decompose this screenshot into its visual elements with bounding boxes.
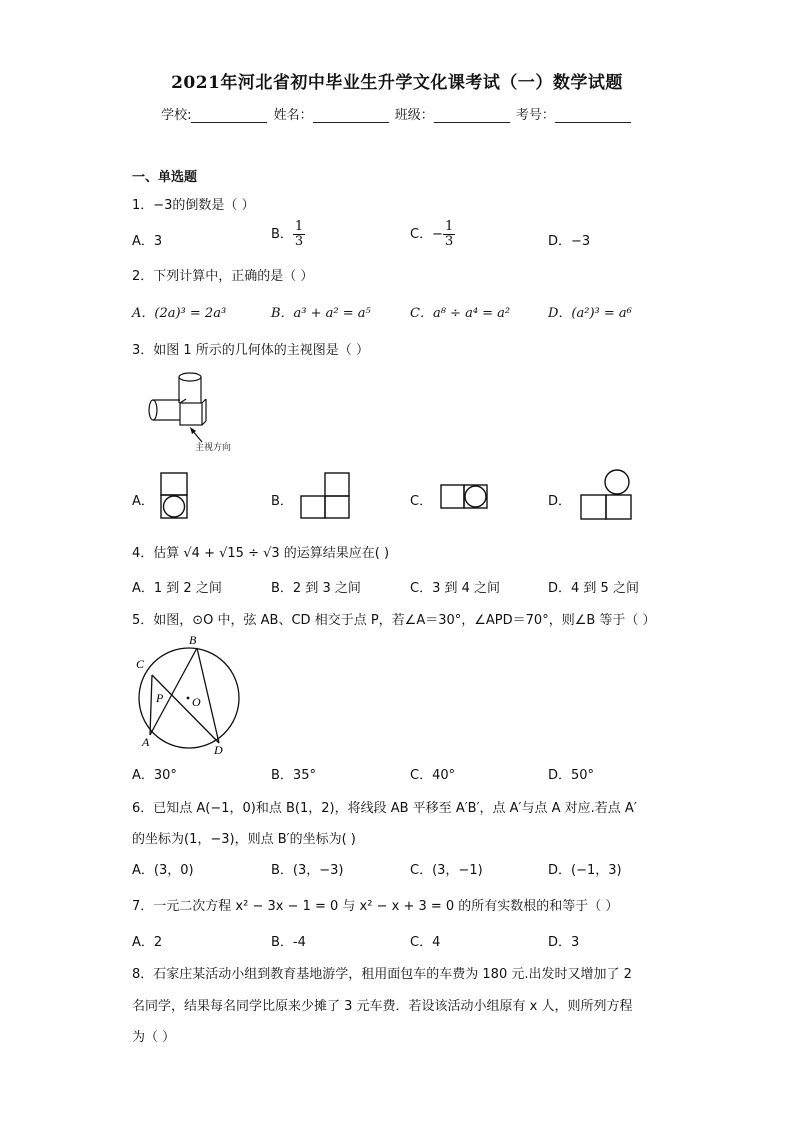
q1-option-b[interactable] — [271, 220, 305, 249]
fraction-numerator: 1 — [294, 219, 304, 234]
fraction-denominator: 3 — [294, 234, 304, 249]
label-d: D — [214, 743, 223, 757]
class-blank[interactable] — [434, 110, 510, 123]
q2-option-c[interactable]: C．a⁸ ÷ a⁴ = a² — [410, 306, 511, 321]
q4-option-a[interactable]: A．1 到 2 之间 — [132, 581, 222, 596]
q4-option-c[interactable]: C．3 到 4 之间 — [410, 581, 501, 596]
q3-option-b[interactable]: B． — [271, 494, 293, 509]
school-blank[interactable] — [191, 110, 267, 123]
label-b: B — [189, 633, 197, 647]
exam-number-blank[interactable] — [555, 110, 631, 123]
exam-title: 2021年河北省初中毕业生升学文化课考试（一）数学试题 — [171, 73, 623, 93]
q7-option-b[interactable]: B．-4 — [271, 935, 306, 950]
q3-view-direction-label: 主视方向 — [195, 443, 232, 453]
q6-option-d[interactable]: D．(−1，3) — [548, 863, 622, 878]
q3-option-d-figure — [580, 468, 632, 522]
q7-option-a[interactable]: A．2 — [132, 935, 163, 950]
class-label: 班级： — [394, 108, 434, 123]
q1-option-a[interactable]: A．3 — [132, 234, 163, 249]
label-c: C — [136, 657, 145, 671]
q6-option-a[interactable]: A．(3，0) — [132, 863, 194, 878]
q3-option-b-figure — [300, 472, 352, 520]
q6-option-b[interactable]: B．(3，−3) — [271, 863, 344, 878]
q3-option-a[interactable]: A． — [132, 494, 154, 509]
q8-stem-line2: 名同学，结果每名同学比原来少摊了 3 元车费．若设该活动小组原有 x 人，则所列方程 — [132, 999, 633, 1014]
q7-stem: 7．一元二次方程 x² − 3x − 1 = 0 与 x² − x + 3 = 0 的所有实数根的和等于（ ） — [132, 899, 619, 914]
exam-number-label: 考号： — [515, 108, 555, 123]
q5-stem: 5．如图，⊙O 中，弦 AB、CD 相交于点 P，若∠A＝30°，∠APD＝70°，则∠B 等于（ ） — [132, 613, 656, 628]
q4-option-b[interactable]: B．2 到 3 之间 — [271, 581, 361, 596]
q4-stem: 4．估算 √4 + √15 ÷ √3 的运算结果应在( ) — [132, 546, 390, 561]
q8-stem-line1: 8．石家庄某活动小组到教育基地游学，租用面包车的车费为 180 元.出发时又增加了 2 — [132, 967, 632, 982]
q6-stem-line1: 6．已知点 A(−1，0)和点 B(1，2)，将线段 AB 平移至 A′B′，点 A′与点 A 对应.若点 A′ — [132, 801, 637, 816]
q3-option-d[interactable]: D． — [548, 494, 572, 509]
q3-option-c-figure — [440, 484, 490, 510]
q5-circle-figure — [130, 632, 250, 756]
q1-option-c-label: C．− — [410, 227, 443, 242]
name-blank[interactable] — [313, 110, 389, 123]
q8-stem-line3: 为（ ） — [132, 1030, 176, 1045]
q5-option-d[interactable]: D．50° — [548, 768, 595, 783]
student-info-line — [0, 104, 794, 123]
q3-option-c[interactable]: C． — [410, 494, 433, 509]
q1-option-b-label: B． — [271, 227, 293, 242]
q5-option-a[interactable]: A．30° — [132, 768, 177, 783]
q5-option-c[interactable]: C．40° — [410, 768, 456, 783]
q7-option-d[interactable]: D．3 — [548, 935, 580, 950]
q7-option-c[interactable]: C．4 — [410, 935, 441, 950]
q2-option-d[interactable]: D．(a²)³ = a⁶ — [548, 306, 632, 321]
q3-stem: 3．如图 1 所示的几何体的主视图是（ ） — [132, 343, 369, 358]
q2-stem: 2．下列计算中，正确的是（ ） — [132, 269, 314, 284]
q5-option-b[interactable]: B．35° — [271, 768, 316, 783]
label-o: O — [192, 695, 201, 709]
q4-option-d[interactable]: D．4 到 5 之间 — [548, 581, 639, 596]
q3-option-a-figure — [160, 472, 190, 520]
label-p: P — [156, 691, 164, 705]
q1-option-b-fraction — [293, 220, 305, 249]
school-label: 学校: — [161, 108, 192, 123]
q1-option-d[interactable]: D．−3 — [548, 234, 591, 249]
q1-option-c-fraction — [443, 220, 455, 249]
fraction-denominator: 3 — [444, 234, 454, 249]
q2-option-a[interactable]: A．(2a)³ = 2a³ — [132, 306, 227, 321]
q2-option-b[interactable]: B．a³ + a² = a⁵ — [271, 306, 371, 321]
q1-option-c[interactable] — [410, 220, 455, 249]
q6-option-c[interactable]: C．(3，−1) — [410, 863, 483, 878]
label-a: A — [142, 735, 150, 749]
fraction-numerator: 1 — [444, 219, 454, 234]
q6-stem-line2: 的坐标为(1，−3)，则点 B′的坐标为( ) — [132, 832, 356, 847]
q1-stem: 1．−3的倒数是（ ） — [132, 198, 255, 213]
name-label: 姓名： — [273, 108, 313, 123]
section-title: 一、单选题 — [132, 170, 198, 185]
